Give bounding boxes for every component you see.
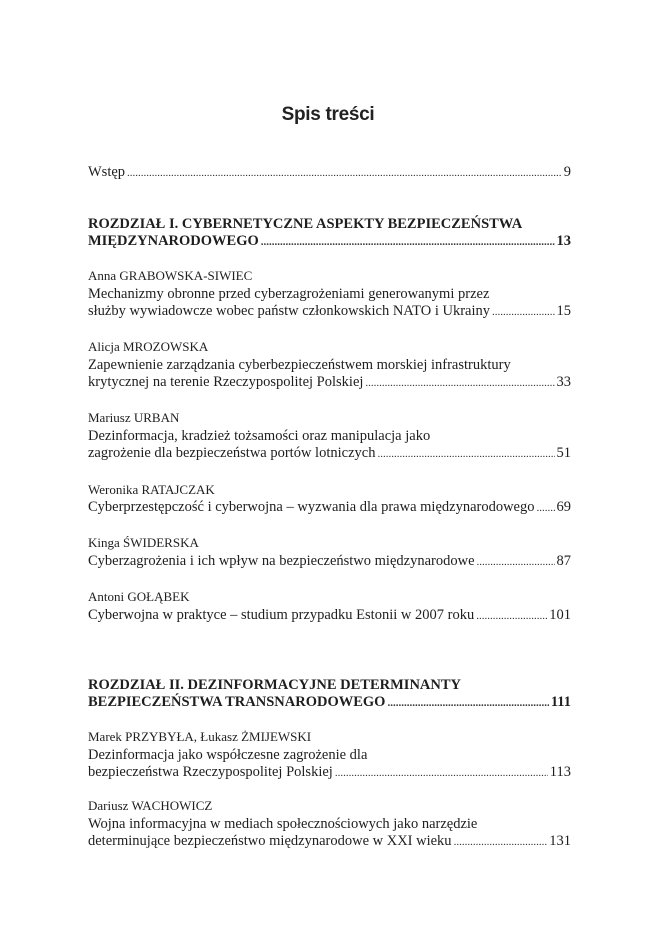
entry-title-text: zagrożenie dla bezpieczeństwa portów lotniczych bbox=[88, 445, 376, 461]
entry-title-line1: Dezinformacja jako współczesne zagrożenie dla bbox=[88, 747, 368, 763]
chapter2-title-line2 bbox=[88, 693, 571, 711]
entry-title-line2 bbox=[88, 302, 571, 320]
entry-author: Kinga ŚWIDERSKA bbox=[88, 535, 199, 550]
entry-title-line2 bbox=[88, 763, 571, 781]
leader-dots bbox=[127, 163, 562, 182]
chapter2-title-text: BEZPIECZEŃSTWA TRANSNARODOWEGO bbox=[88, 694, 386, 710]
entry-page-number: 87 bbox=[556, 553, 571, 569]
entry-title-text: determinujące bezpieczeństwo międzynarodowe w XXI wieku bbox=[88, 833, 452, 849]
chapter1-title-line1: ROZDZIAŁ I. CYBERNETYCZNE ASPEKTY BEZPIECZEŃSTWA bbox=[88, 216, 523, 232]
entry-title-text: Cyberzagrożenia i ich wpływ na bezpieczeństwo międzynarodowe bbox=[88, 553, 475, 569]
entry-title-text: Cyberprzestępczość i cyberwojna – wyzwania dla prawa międzynarodowego bbox=[88, 499, 535, 515]
intro-page-number: 9 bbox=[563, 164, 571, 180]
entry-title-text: służby wywiadowcze wobec państw członkowskich NATO i Ukrainy bbox=[88, 303, 491, 319]
entry-title-text: bezpieczeństwa Rzeczypospolitej Polskiej bbox=[88, 764, 333, 780]
entry-title-text: krytycznej na terenie Rzeczypospolitej Polskiej bbox=[88, 374, 364, 390]
entry-author: Marek PRZYBYŁA, Łukasz ŻMIJEWSKI bbox=[88, 729, 312, 744]
entry-page-number: 69 bbox=[556, 499, 571, 515]
entry-page-number: 33 bbox=[556, 374, 571, 390]
entry-title-line2 bbox=[88, 552, 571, 570]
entry-page-number: 101 bbox=[549, 607, 571, 623]
entry-author: Antoni GOŁĄBEK bbox=[88, 589, 190, 604]
leader-dots bbox=[377, 444, 554, 463]
entry-title-line2 bbox=[88, 606, 571, 624]
entry-title-line2 bbox=[88, 444, 571, 462]
entry-page-number: 15 bbox=[556, 303, 571, 319]
entry-title-line1: Zapewnienie zarządzania cyberbezpieczeństwem morskiej infrastruktury bbox=[88, 357, 511, 373]
leader-dots bbox=[537, 498, 555, 517]
chapter1-title-text: MIĘDZYNARODOWEGO bbox=[88, 233, 259, 249]
leader-dots bbox=[492, 302, 554, 321]
leader-dots bbox=[477, 552, 555, 571]
entry-page-number: 113 bbox=[549, 764, 571, 780]
chapter2-page-number: 111 bbox=[550, 694, 571, 710]
entry-author: Weronika RATAJCZAK bbox=[88, 482, 215, 497]
chapter1-page-number: 13 bbox=[556, 233, 571, 249]
leader-dots bbox=[365, 373, 554, 392]
toc-intro-line bbox=[88, 163, 571, 181]
entry-author: Alicja MROZOWSKA bbox=[88, 339, 209, 354]
page-title: Spis treści bbox=[281, 104, 375, 125]
leader-dots bbox=[476, 606, 547, 625]
entry-title-line2 bbox=[88, 373, 571, 391]
leader-dots bbox=[454, 832, 548, 851]
chapter1-title-line2 bbox=[88, 232, 571, 250]
entry-title-line1: Mechanizmy obronne przed cyberzagrożeniami generowanymi przez bbox=[88, 286, 490, 302]
entry-title-line1: Wojna informacyjna w mediach społecznościowych jako narzędzie bbox=[88, 816, 478, 832]
entry-author: Anna GRABOWSKA-SIWIEC bbox=[88, 268, 253, 283]
chapter2-title-line1: ROZDZIAŁ II. DEZINFORMACYJNE DETERMINANTY bbox=[88, 677, 462, 693]
entry-title-text: Cyberwojna w praktyce – studium przypadku Estonii w 2007 roku bbox=[88, 607, 475, 623]
leader-dots bbox=[335, 763, 548, 782]
entry-page-number: 51 bbox=[556, 445, 571, 461]
intro-label: Wstęp bbox=[88, 164, 126, 180]
leader-dots bbox=[387, 693, 548, 712]
entry-author: Dariusz WACHOWICZ bbox=[88, 798, 213, 813]
entry-page-number: 131 bbox=[549, 833, 571, 849]
entry-title-line1: Dezinformacja, kradzież tożsamości oraz manipulacja jako bbox=[88, 428, 431, 444]
leader-dots bbox=[261, 232, 555, 251]
entry-author: Mariusz URBAN bbox=[88, 410, 180, 425]
entry-title-line2 bbox=[88, 832, 571, 850]
entry-title-line2 bbox=[88, 498, 571, 516]
